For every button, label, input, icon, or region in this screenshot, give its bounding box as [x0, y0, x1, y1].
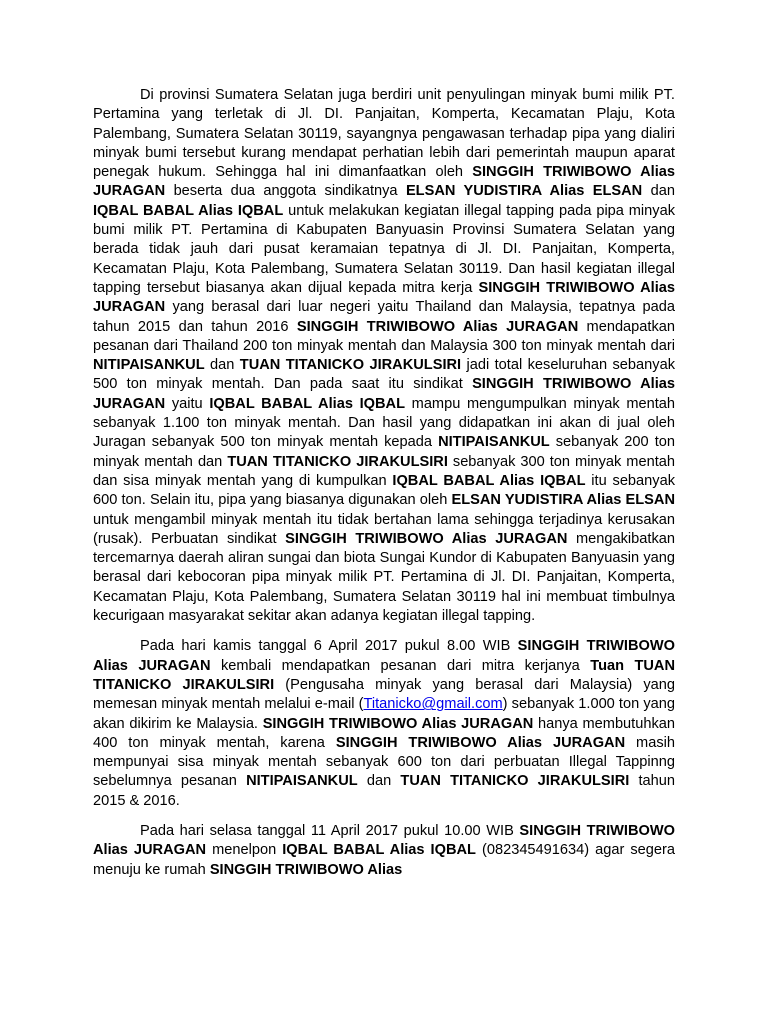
bold-name: Tuan TUAN TITANICKO JIRAKULSIRI — [93, 657, 675, 693]
text-run: jadi total keseluruhan sebanyak 500 ton minyak mentah. Dan pada saat itu sindikat — [93, 357, 675, 393]
bold-name: TUAN TITANICKO JIRAKULSIRI — [227, 453, 448, 470]
text-run: dan — [357, 773, 401, 790]
bold-name: SINGGIH TRIWIBOWO Alias JURAGAN — [93, 279, 675, 316]
bold-name: TUAN TITANICKO JIRAKULSIRI — [239, 357, 462, 374]
bold-name: SINGGIH TRIWIBOWO Alias JURAGAN — [93, 822, 675, 859]
text-run: mampu mengumpulkan minyak mentah sebanyak 1.100 ton minyak mentah. Dan hasil yang didapatkan ini akan di jual oleh Juragan sebanyak 500 ton minyak mentah kepada — [93, 395, 675, 451]
text-run: untuk mengambil minyak mentah itu tidak bertahan lama sehingga terjadinya kerusakan (rusak). Perbuatan sindikat — [93, 511, 675, 547]
bold-name: NITIPAISANKUL — [93, 357, 205, 374]
text-run: mengakibatkan tercemarnya daerah aliran sungai dan biota Sungai Kundor di Kabupaten Banyuasin yang berasal dari kebocoran pipa minyak milik PT. Pertamina di Jl. DI. Panjaitan, Komperta, Kecamatan Plaju, Kota Palembang, Sumatera Selatan 30119 hal ini membuat timbulnya kecurigaan masyarakat sekitar akan adanya kegiatan illegal tapping. — [93, 530, 675, 625]
text-run: dan — [204, 357, 240, 374]
bold-name: IQBAL BABAL Alias IQBAL — [93, 202, 284, 219]
text-run: untuk melakukan kegiatan illegal tapping pada pipa minyak bumi milik PT. Pertamina di Kabupaten Banyuasin Provinsi Sumatera Selatan yang berada tidak jauh dari pusat keramaian tepatnya di Jl. DI. Panjaitan, Komperta, Kecamatan Plaju, Kota Palembang, Sumatera Selatan 30119. Dan hasil kegiatan illegal tapping tersebut biasanya akan dijual kepada mitra kerja — [93, 202, 675, 296]
text-run: menelpon — [206, 842, 283, 859]
text-run: mendapatkan pesanan dari Thailand 200 ton minyak mentah dan Malaysia 300 ton minyak mentah dari — [93, 318, 675, 354]
text-run: Pada hari selasa tanggal 11 April 2017 pukul 10.00 WIB — [140, 822, 520, 839]
text-run: hanya membutuhkan 400 ton minyak mentah, karena — [93, 715, 675, 751]
text-run: masih mempunyai sisa minyak mentah sebanyak 600 ton dari perbuatan Illegal Tappinng sebelumnya pesanan — [93, 734, 675, 790]
text-run: sebanyak 300 ton minyak mentah dan sisa minyak mentah yang di kumpulkan — [93, 453, 675, 489]
bold-name: SINGGIH TRIWIBOWO Alias JURAGAN — [296, 318, 579, 335]
text-run: Di provinsi Sumatera Selatan juga berdiri unit penyulingan minyak bumi milik PT. Pertamina yang terletak di Jl. DI. Panjaitan, Komperta, Kecamatan Plaju, Kota Palembang, Sumatera Selatan 30119, sayangnya pengawasan terhadap pipa yang dialiri minyak bumi tersebut kurang mendapat perhatian lebih dari pemerintah maupun aparat penegak hukum. Sehingga hal ini dimanfaatkan oleh — [93, 87, 675, 181]
text-run: yaitu — [165, 395, 210, 412]
bold-name: SINGGIH TRIWIBOWO Alias JURAGAN — [93, 376, 675, 412]
text-run: tahun 2015 & 2016. — [93, 773, 675, 809]
bold-name: SINGGIH TRIWIBOWO Alias JURAGAN — [335, 734, 626, 751]
paragraph-1 — [93, 86, 675, 626]
bold-name: TUAN TITANICKO JIRAKULSIRI — [400, 773, 630, 790]
text-run: sebanyak 200 ton minyak mentah dan — [93, 434, 675, 470]
text-run: (Pengusaha minyak yang berasal dari Malaysia) yang memesan minyak mentah melalui e-mail ( — [93, 676, 676, 713]
email-link[interactable]: Titanicko@gmail.com — [363, 696, 503, 713]
bold-name: SINGGIH TRIWIBOWO Alias JURAGAN — [93, 164, 675, 200]
text-run: beserta dua anggota sindikatnya — [165, 183, 406, 200]
bold-name: SINGGIH TRIWIBOWO Alias JURAGAN — [93, 638, 675, 674]
bold-name: SINGGIH TRIWIBOWO Alias JURAGAN — [262, 715, 534, 732]
bold-name: IQBAL BABAL Alias IQBAL — [209, 395, 405, 412]
text-run: itu sebanyak 600 ton. Selain itu, pipa yang biasanya digunakan oleh — [93, 472, 675, 509]
bold-name: NITIPAISANKUL — [438, 434, 550, 451]
text-run: ) sebanyak 1.000 ton yang akan dikirim ke Malaysia. — [93, 696, 676, 732]
paragraph-2 — [93, 637, 675, 811]
text-run: (082345491634) agar segera menuju ke rumah — [93, 842, 675, 878]
document-page — [93, 86, 675, 891]
paragraph-3 — [93, 822, 675, 880]
bold-name: ELSAN YUDISTIRA Alias ELSAN — [451, 492, 675, 509]
text-run: kembali mendapatkan pesanan dari mitra kerjanya — [210, 657, 591, 674]
text-run: Pada hari kamis tanggal 6 April 2017 pukul 8.00 WIB — [140, 638, 518, 655]
bold-name: NITIPAISANKUL — [246, 773, 358, 790]
bold-name: IQBAL BABAL Alias IQBAL — [282, 842, 476, 859]
bold-name: IQBAL BABAL Alias IQBAL — [392, 472, 586, 489]
text-run: dan — [642, 183, 675, 200]
bold-name: SINGGIH TRIWIBOWO Alias JURAGAN — [285, 530, 568, 547]
text-run: yang berasal dari luar negeri yaitu Thailand dan Malaysia, tepatnya pada tahun 2015 dan tahun 2016 — [93, 299, 675, 335]
bold-name: ELSAN YUDISTIRA Alias ELSAN — [405, 183, 643, 200]
bold-name: SINGGIH TRIWIBOWO Alias — [209, 861, 403, 878]
